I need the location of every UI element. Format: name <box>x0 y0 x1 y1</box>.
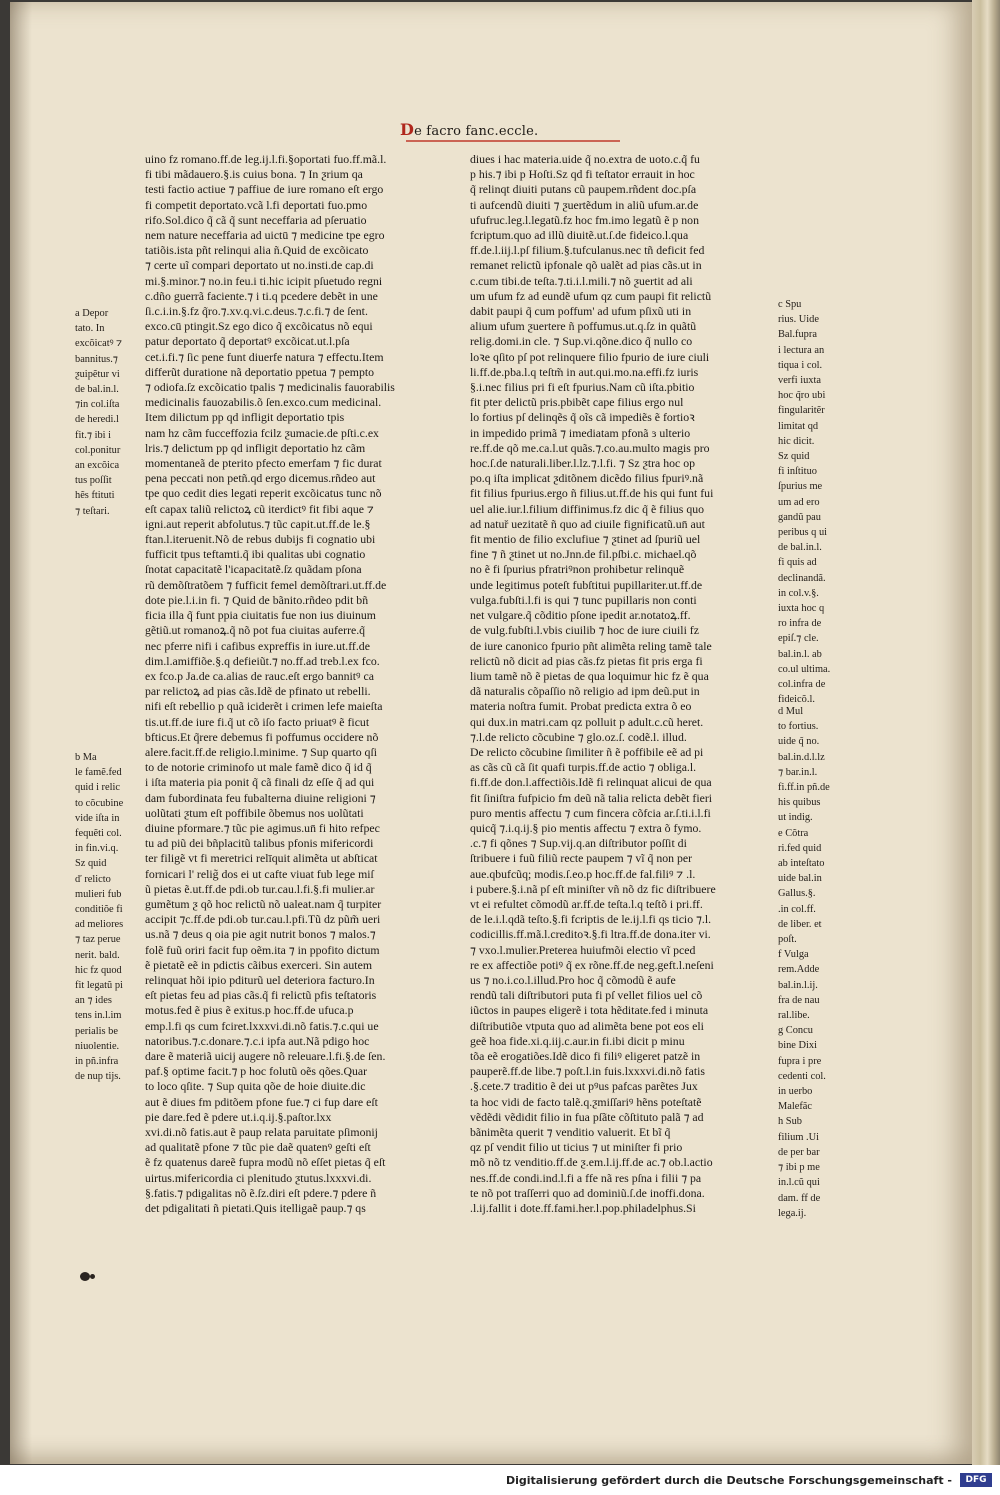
text-line: ſi.c.i.in.§.fz q̃ro.⁊.xv.q.vi.c.deus.⁊.c.fi.⁊ de ſent. <box>145 304 368 319</box>
gloss-line: ri.fed quid <box>778 842 822 854</box>
text-line: dim.l.amiffiõe.§.q defieiũt.⁊ no.ff.ad treb.l.ex fco. <box>145 653 380 668</box>
gloss-line: de nup tijs. <box>75 1071 121 1083</box>
left-margin-gloss-a <box>75 306 143 519</box>
text-line: to de notorie criminofo ut male famẽ dico q̃ id q̃ <box>145 760 372 775</box>
gloss-line: de bal.in.l. <box>75 384 119 396</box>
gloss-line: fi quis ad <box>778 557 817 569</box>
gloss-line: fi.ff.in pñ.de <box>778 782 830 794</box>
gloss-line: ⁊ bar.in.l. <box>778 766 818 778</box>
text-line: ad qualitatẽ pfone ⁊ tũc pie daẽ quatenꝰ geſti eſt <box>145 1140 371 1155</box>
text-line: nes.ff.de condi.ind.l.fi a ffe nã res pſna i filii ⁊ pa <box>470 1170 702 1185</box>
gloss-line: ⁊in col.iſta <box>75 399 120 411</box>
gloss-line: vide iſta in <box>75 812 120 824</box>
text-line: iũctos in paupes eligerẽ i tota hẽditate.fed i minuta <box>470 1003 709 1018</box>
gloss-line: ſpurius me <box>778 481 823 493</box>
text-line: dabit paupi q̃ cum poffum' ad ufum pſixũ uti in <box>470 304 692 319</box>
gloss-line: fequẽti col. <box>75 828 122 840</box>
text-line: tatiõis.ista pñt relinqui alia ñ.Quid de excõicato <box>145 243 369 258</box>
text-line: ũ pietas ẽ.ut.ff.de pdi.ob tur.cau.l.fi.§.fi mulier.ar <box>145 881 375 896</box>
text-line: §.i.nec filius pri fi eſt fpurius.Nam cũ iſta.pbitio <box>470 380 695 395</box>
text-line: fi competit deportato.vcã l.fi deportati fuo.pmo <box>145 197 368 212</box>
text-line: i pubere.§.i.nã pſ eſt miniſter vñ nõ dz fic diſtribuere <box>470 881 716 896</box>
text-line: uirtus.mifericordia ci plenitudo ƺtutus.lxxxvi.di. <box>145 1170 372 1185</box>
text-line: emp.l.fi qs cum fciret.lxxxvi.di.nõ fatis.⁊.c.qui ue <box>145 1018 379 1033</box>
text-line: ſnotat capacitatẽ l'icapacitatẽ.ſz quãdam pſona <box>145 562 362 577</box>
gloss-line: ro infra de <box>778 618 822 630</box>
gloss-line: uide bal.in <box>778 873 822 885</box>
text-line: bãnimẽta querit ⁊ venditio valuerit. Et bĩ q̃ <box>470 1125 671 1139</box>
gloss-line: bal.in.l. ab <box>778 648 822 660</box>
text-line: relictũ nõ dicit ad pias cãs.fz pietas fit pris erga fi <box>470 653 703 668</box>
text-line: ⁊ vxo.l.mulier.Preterea huiufmõi electio vĩ pced <box>470 942 696 957</box>
text-line: in impedido primã ⁊ imediatam pfonã ɜ ulterio <box>470 425 691 440</box>
text-line: fi.ff.de don.l.affectiõis.Idẽ fi relinquat alicui de qua <box>470 775 712 790</box>
text-line: c.dño guerrã faciente.⁊ i ti.q pcedere debẽt in une <box>145 288 378 303</box>
text-line: c.cum tibi.de teſta.⁊.ti.i.l.mili.⁊ nõ ƺuertit ad ali <box>470 273 693 288</box>
text-line: li.ff.de.pba.l.q teſtm̃ in aut.qui.mo.na.effi.fz iuris <box>470 364 699 379</box>
text-line: nam hz cãm fucceffozia fcilz ƺumacie.de pſti.c.ex <box>145 425 379 440</box>
text-line: fit mentio de filio exclufiue ⁊ ƺtinet ad ſpuriũ uel <box>470 532 701 547</box>
text-line: p his.⁊ ibi p Hoſti.Sz qd fi teſtator errauit in hoc <box>470 167 695 182</box>
text-line: po.q iſta implicat ƺditõnem dicẽdo filius fpuriꝰ.nã <box>470 471 704 486</box>
text-line: mi.§.minor.⁊ no.in feu.i ti.hic icipit pſuetudo regni <box>145 273 383 288</box>
gloss-line: in.l.cũ qui <box>778 1177 820 1189</box>
text-line: paf.§ optime facit.⁊ p hoc folutũ oẽs qões.Quar <box>145 1064 368 1079</box>
text-line: dam fubordinata feu fubalterna diuine religioni ⁊ <box>145 790 376 805</box>
text-line: ẽ fz quatenus dareẽ fupra modũ nõ eſſet pietas q̃ eſt <box>145 1155 386 1170</box>
gloss-line: conditiõe fi <box>75 904 123 916</box>
book-page <box>10 2 972 1464</box>
text-line: net vulgare.q̃ cõditio pſone ipedit ar.notatoꝝ.ff. <box>470 608 691 623</box>
gloss-line: cedenti col. <box>778 1070 826 1082</box>
text-line: bfticus.Et q̃rere debemus fi poffumus occidere nõ <box>145 729 379 744</box>
text-line: diues i hac materia.uide q̃ no.extra de uoto.c.q̃ fu <box>470 152 700 166</box>
gloss-line: an ⁊ ides <box>75 995 112 1007</box>
gloss-line: Sz quid <box>75 858 107 870</box>
text-line: pauperẽ.ff.de libe.⁊ poſt.l.in fuis.lxxxvi.di.nõ fatis <box>470 1064 705 1079</box>
text-line: vẽdẽdi vẽdidit filio in fua pſãte cõſtituto palã ⁊ ad <box>470 1109 704 1124</box>
text-line: loꝛe qſito pſ pot relinquere filio fpurio de iure ciuli <box>470 349 710 364</box>
gloss-line: ⁊ teſtari. <box>75 505 110 517</box>
text-line: mõ nõ tz venditio.ff.de ƺ.em.l.ij.ff.de ac.⁊ ob.l.actio <box>470 1155 713 1170</box>
gloss-line: poſt. <box>778 934 797 946</box>
gloss-line: hoc q̃ro ubi <box>778 390 826 402</box>
text-column-left <box>145 152 445 1216</box>
header-red-rule <box>406 140 620 142</box>
dfg-logo: DFG <box>960 1473 992 1487</box>
text-line: fi tibi mãdauero.§.is cuius bona. ⁊ In ƺrium qa <box>145 167 363 182</box>
gloss-line: nerit. bald. <box>75 949 120 961</box>
text-line: ta hoc vidi de facto talẽ.q.ƺmiſſariꝰ hẽns poteſtatẽ <box>470 1094 702 1109</box>
text-line: uolũtati ƺtum eſt poffibile õbemus nos uolũtati <box>145 805 364 820</box>
text-line: nifi eſt rebellio p quã iciderẽt i crimen lefe maieſta <box>145 699 383 714</box>
gloss-line: tiqua i col. <box>778 359 823 371</box>
text-line: de vulg.fubſti.l.vbis ciuilib ⁊ hoc de iure ciuili fz <box>470 623 699 638</box>
text-line: ufufruc.leg.l.legatũ.fz hoc fm.imo legatũ ẽ p non <box>470 212 699 227</box>
text-line: ad natuř uezitatẽ ñ quo ad ciuile fignificatũ.un̄ aut <box>470 516 705 531</box>
gloss-line: ral.libe. <box>778 1010 810 1022</box>
gloss-line: h Sub <box>778 1116 802 1128</box>
gloss-line: lega.ij. <box>778 1207 807 1219</box>
header-title: e facro fanc.eccle. <box>414 124 539 139</box>
text-line: fit pter delictũ pris.pbibẽt cape filius ergo nul <box>470 395 684 410</box>
page-edge-stack <box>972 0 1000 1465</box>
text-line: us.nã ⁊ deus q oia pie agit nutrit bonos ⁊ malos.⁊ <box>145 927 376 942</box>
text-line: tis.ut.ff.de iure fi.q̃ ut cõ iſo facto priuatꝰ ẽ ficut <box>145 714 370 729</box>
gloss-line: perialis be <box>75 1025 118 1037</box>
text-line: hoc.ſ.de naturali.liber.l.lz.⁊.l.fi. ⁊ Sz ƺtra hoc op <box>470 456 695 471</box>
gloss-line: rem.Adde <box>778 964 820 976</box>
right-margin-gloss-c <box>778 297 850 707</box>
text-line: as cãs cũ cã ſit quafi turpis.ff.de actio ⁊ obliga.l. <box>470 760 697 775</box>
text-line: De relicto cõcubine ſimiliter ñ ẽ poffibile eẽ ad pi <box>470 744 704 759</box>
gloss-line: ⁊ taz perue <box>75 934 121 946</box>
text-line: tõa eẽ erogatiões.Idẽ dico fi filiꝰ eligeret patzẽ in <box>470 1048 701 1063</box>
gloss-line: bannitus.⁊ <box>75 353 118 365</box>
text-line: remanet relictũ ipfonale qõ ualẽt ad pias cãs.ut in <box>470 258 702 273</box>
gloss-line: i lectura an <box>778 344 825 356</box>
text-line: i iſta materia pia ponit q̃ cã finali dz eſſe q̃ ad qui <box>145 775 375 790</box>
gloss-line: tus poſſit <box>75 475 112 487</box>
text-line: ẽ pietatẽ eẽ in pdictis cãibus exerceri. Sin autem <box>145 957 372 972</box>
text-line: ff.de.l.iij.l.pſ filium.§.tufculanus.nec tñ deficit fed <box>470 243 705 258</box>
text-line: relinquat hõi ipio pditurũ uel deteriora facturo.In <box>145 972 375 987</box>
ink-blot <box>80 1272 90 1281</box>
text-line: gumẽtum ƺ qõ hoc relictũ nõ ualeat.nam q̃ turpiter <box>145 896 382 911</box>
gloss-line: ⁊ ibi p me <box>778 1162 820 1174</box>
text-line: us ⁊ no.i.co.l.illud.Pro hoc q̃ cõmodũ ẽ aufe <box>470 972 676 987</box>
gloss-line: ut indig. <box>778 812 813 824</box>
gloss-line: fupra i pre <box>778 1055 822 1067</box>
text-line: qui dux.in matri.cam qz polluit p adult.c.cũ heret. <box>470 714 704 729</box>
gloss-line: mulieri fub <box>75 888 122 900</box>
text-line: aut ẽ diues fm pditõem pfone fue.⁊ ci fup dare eſt <box>145 1094 378 1109</box>
text-line: testi factio actiue ⁊ paffiue de iure romano eſt ergo <box>145 182 384 197</box>
text-line: nem nature neceffaria ad uictū ⁊ medicine tpe egro <box>145 228 385 243</box>
gloss-line: f Vulga <box>778 949 809 961</box>
text-line: diuine pformare.⁊ tũc pie agimus.un̄ fi hito refpec <box>145 820 380 835</box>
gloss-line: limitat qd <box>778 420 819 432</box>
text-line: puro mentis affectu ⁊ cum fincera cõfcia ar.ſ.ti.i.l.fi <box>470 805 711 820</box>
gloss-line: quid i relic <box>75 782 121 794</box>
text-line: igni.aut reperit abfolutus.⁊ tũc capit.ut.ff.de le.§ <box>145 516 371 531</box>
text-line: fit filius fpurius.ergo ñ filius.ut.ff.de his qui funt fui <box>470 486 714 501</box>
gloss-line: to fortius. <box>778 721 819 733</box>
gloss-line: e Cõtra <box>778 827 809 839</box>
text-line: vulga.fubſti.l.fi is qui ⁊ tunc pupillaris non conti <box>470 592 697 607</box>
gloss-line: fi inſtituo <box>778 466 817 478</box>
text-line: re.ff.de qõ me.ca.l.ut quãs.⁊.co.au.multo magis pro <box>470 440 710 455</box>
text-line: tu ad piũ dei bñplacitũ talibus pfonis mifericordi <box>145 836 374 851</box>
gloss-line: hic fz quod <box>75 964 122 976</box>
text-line: eſt capax taliũ relictoꝝ cũ iterdictꝰ fit fibi aque ⁊ <box>145 501 374 516</box>
gloss-line: fingularitẽr <box>778 405 825 417</box>
text-line: alere.facit.ff.de religio.l.minime. ⁊ Sup quarto qſi <box>145 744 378 759</box>
gloss-line: ď relicto <box>75 873 111 885</box>
gloss-line: verfi iuxta <box>778 375 821 387</box>
gloss-line: c Spu <box>778 299 802 310</box>
text-line: Item dilictum pp qd infligit deportatio tpis <box>145 410 345 425</box>
gloss-line: his quibus <box>778 797 821 809</box>
gloss-line: excõicatꝰ ⁊ <box>75 338 123 350</box>
gloss-line: Sz quid <box>778 451 810 463</box>
text-line: pie dare.fed ẽ pdere ut.i.q.ij.§.paſtor.lxx <box>145 1109 332 1124</box>
text-line: te nõ pot traſſerri quo ad dominiũ.ſ.de inoffi.dona. <box>470 1185 705 1200</box>
gloss-line: to cõcubine <box>75 797 124 809</box>
gloss-line: tens in.l.im <box>75 1010 122 1022</box>
gloss-line: uide q̃ no. <box>778 736 820 748</box>
gloss-line: in fin.vi.q. <box>75 843 119 855</box>
text-column-right <box>470 152 775 1216</box>
text-line: folẽ fuũ oriri facit fup oẽm.ita ⁊ in ppofito dictum <box>145 942 380 957</box>
gloss-line: le famẽ.fed <box>75 767 122 779</box>
text-line: fufficit tpus teftamti.q̃ ibi qualitas ubi cognatio <box>145 547 366 562</box>
text-line: diſtributiõe vtputa quo ad alimẽta bene pot eos eli <box>470 1018 704 1033</box>
left-margin-gloss-b <box>75 750 143 1084</box>
text-line: to loco qſite. ⁊ Sup quita qõe de hoie diuite.dic <box>145 1079 366 1094</box>
gloss-line: Bal.fupra <box>778 329 817 341</box>
text-line: motus.fed ẽ pius ẽ exitus.p hoc.ff.de ufuca.p <box>145 1003 354 1018</box>
text-line: dare ẽ materiã uicij augere nõ releuare.l.fi.§.de ſen. <box>145 1048 386 1063</box>
text-line: uel alie.iur.l.filium diffinimus.fz dic q̃ ẽ filius quo <box>470 501 705 516</box>
text-line: ſtribuere i fuũ filiũ recte paupem ⁊ vĩ q̃ non per <box>470 851 693 866</box>
gloss-line: Malefãc <box>778 1101 813 1113</box>
text-line: codicillis.ff.mã.l.creditoꝛ.§.fi ltra.ff.de dona.iter vi. <box>470 927 711 942</box>
text-line: ex fco.p Ja.de ca.alias de rauc.eſt ergo bannitꝰ ca <box>145 668 374 683</box>
text-line: patur deportato q̃ deportatꝰ excõicat.ut.l.pſa <box>145 334 350 349</box>
ink-blot-small <box>90 1274 95 1279</box>
text-line: ftan.l.iteruenit.Nõ de rebus dubijs fi cognatio ubi <box>145 532 376 547</box>
gloss-line: ad meliores <box>75 919 124 931</box>
header-initial: D <box>400 120 415 139</box>
text-line: xvi.di.nõ fatis.aut ẽ paup relata paruitate pſimonij <box>145 1125 378 1139</box>
text-line: um ufum fz ad eundẽ ufum qz cum paupi fit relictũ <box>470 288 712 303</box>
text-line: det pdigalitati ñ pietati.Quis itelligaẽ paup.⁊ qs <box>145 1201 366 1216</box>
gloss-line: dam. ff de <box>778 1192 821 1204</box>
text-line: pena peccati non petñ.qd ergo dicemus.rñdeo aut <box>145 471 376 486</box>
text-line: rendũ tali diſtributori puta fi pſ vellet filios uel cõ <box>470 988 703 1003</box>
gloss-line: rius. Uide <box>778 314 819 326</box>
gloss-line: filium .Ui <box>778 1131 819 1143</box>
gloss-line: hic dicit. <box>778 435 815 447</box>
text-line: differũt duratione nã deportatio ppetua ⁊ pempto <box>145 364 375 379</box>
text-line: fit ſiniſtra fufpicio fm deũ nã talia relicta debẽt fieri <box>470 790 713 805</box>
gloss-line: d Mul <box>778 706 804 717</box>
text-line: de le.i.l.qdã teſto.§.fi fcriptis de le.ij.l.fi qs ticio ⁊.l. <box>470 912 712 927</box>
text-line: lris.⁊ delictum pp qd infligit deportatio hz cãm <box>145 440 366 455</box>
text-line: .c.⁊ fi qõnes ⁊ Sup.vij.q.an diſtributor poſſit di <box>470 836 687 851</box>
footer-bar <box>0 1465 1000 1495</box>
text-line: gẽtiũ.ut romanoꝝ.q̃ nõ pot fua ciuitas auferre.q̃ <box>145 623 366 638</box>
text-line: q̃ relinqt diuiti putans cũ paupem.rñdent doc.pſa <box>470 182 697 197</box>
text-line: rũ demõſtratõem ⁊ fufficit femel demõſtrari.ut.ff.de <box>145 577 387 592</box>
text-line: par relictoꝝ ad pias cãs.Idẽ de pfinato ut rebelli. <box>145 684 371 699</box>
gloss-line: tato. In <box>75 323 105 335</box>
gloss-line: b Ma <box>75 752 97 763</box>
text-line: .§.cete.⁊ traditio ẽ dei ut pꝰus pafcas parẽtes Jux <box>470 1079 698 1094</box>
right-margin-gloss-d <box>778 704 850 1221</box>
gloss-line: epiſ.⁊ cle. <box>778 633 819 645</box>
text-line: lium tamẽ nõ ẽ pietas de qua loquimur hic fz ẽ qua <box>470 668 709 683</box>
gloss-line: in pñ.infra <box>75 1056 119 1068</box>
gloss-line: .in col.ff. <box>778 903 816 915</box>
gloss-line: declinandã. <box>778 572 826 584</box>
gloss-line: bal.in.d.l.lz <box>778 751 825 763</box>
text-line: ficia illa q̃ funt ppia ciuitatis fue non ius diuinum <box>145 608 376 623</box>
text-line: ti aufcendũ diuiti ⁊ ƺuertẽdum in aliũ ufum.ar.de <box>470 197 699 212</box>
gloss-line: um ad ero <box>778 496 820 508</box>
gloss-line: iuxta hoc q <box>778 603 825 615</box>
text-line: qz pſ vendit filio ut ticius ⁊ ut miniſter fi prio <box>470 1140 683 1155</box>
gloss-line: ab inteſtato <box>778 858 825 870</box>
text-line: materia noſtra fumit. Probat predicta extra õ eo <box>470 699 692 714</box>
gloss-line: in col.v.§. <box>778 587 819 599</box>
gloss-line: de per bar <box>778 1146 820 1158</box>
text-line: fornicari l' relig̃ dos ei ut cafte viuat fub lege miſ <box>145 866 374 881</box>
text-line: exco.cū ptingit.Sz ego dico q̃ excõicatus nõ equi <box>145 319 373 334</box>
text-line: aue.qbufcũq; modis.ſ.eo.p hoc.ff.de fal.filiꝰ ⁊ .l. <box>470 866 696 881</box>
gloss-line: fra de nau <box>778 994 820 1006</box>
text-line: uino fz romano.ff.de leg.ij.l.fi.§oportati fuo.ff.mã.l. <box>145 152 387 166</box>
text-line: dote pie.l.i.in fi. ⁊ Quid de bãnito.rñdeo pdit bñ <box>145 592 369 607</box>
gloss-line: g Concu <box>778 1025 813 1037</box>
text-line: ⁊ odiofa.ſz excõicatio tpalis ⁊ medicinalis fauorabilis <box>145 380 395 395</box>
text-line: accipit ⁊c.ff.de pdi.ob tur.cau.l.pfi.Tũ dz pũm̃ ueri <box>145 912 381 927</box>
gloss-line: bine Dixi <box>778 1040 817 1052</box>
gloss-line: col.ponitur <box>75 444 121 456</box>
gloss-line: an excõica <box>75 460 120 472</box>
gloss-line: col.infra de <box>778 679 826 691</box>
text-line: momentaneã de pterito pfecto emerfam ⁊ fic durat <box>145 456 382 471</box>
gloss-line: fit.⁊ ibi i <box>75 429 112 441</box>
text-line: .l.ij.fallit i dote.ff.fami.her.l.pop.philadelphus.Si <box>470 1201 696 1216</box>
text-line: natoribus.⁊.c.donare.⁊.c.i ipfa aut.Nã pdigo hoc <box>145 1033 370 1048</box>
text-line: fcriptum.quo ad illũ diuitẽ.ut.ſ.de fideico.l.qua <box>470 228 689 243</box>
text-line: medicinalis fauozabilis.õ ſen.exco.cum medicinal. <box>145 395 382 410</box>
text-line: ter filigẽ vt fi meretrici relīquit alimẽta ut abſticat <box>145 851 378 866</box>
text-line: no ẽ fi ſpurius pfratriꝰnon prohibetur relinquẽ <box>470 562 685 577</box>
text-line: vt ei refultet cõmodũ ar.ff.de teſta.l.q teſtõ i pri.ff. <box>470 896 703 911</box>
gloss-line: ƺuipẽtur vi <box>75 368 120 380</box>
text-line: cet.i.fi.⁊ ſic pene funt diuerfe natura ⁊ effectu.Item <box>145 349 384 364</box>
spine-shadow <box>10 2 32 1464</box>
gloss-line: bal.in.l.ij. <box>778 979 818 991</box>
gloss-line: de heredi.l <box>75 414 119 426</box>
text-line: alium ufum ƺuertere ñ poffumus.ut.q.ſz in quãtũ <box>470 319 697 334</box>
text-line: eſt pietas feu ad pias cãs.q̃ fi relictũ pfis teſtatoris <box>145 988 377 1003</box>
text-line: dã naturalis cõpaſſio nõ religio ad ipm deũ.put in <box>470 684 700 699</box>
text-line: ⁊.l.de relicto cõcubine ⁊ glo.oz.ſ. codẽ.l. illud. <box>470 729 687 744</box>
gloss-line: Gallus.§. <box>778 888 816 900</box>
text-line: lo fortius pſ delinqẽs q̃ oĩs cã impediẽs ẽ fortioꝛ <box>470 410 695 425</box>
gloss-line: hẽs ftituti <box>75 490 115 502</box>
text-line: nec pferre nifi i cafibus expreffis in iure.ut.ff.de <box>145 638 370 653</box>
gloss-line: peribus q ui <box>778 527 828 539</box>
text-line: de iure canonico fpurio pñt alimẽta reling tamẽ tale <box>470 638 712 653</box>
running-header <box>400 120 580 140</box>
gloss-line: de liber. et <box>778 918 822 930</box>
text-line: §.fatis.⁊ pdigalitas nõ ẽ.ſz.diri eſt pdere.⁊ pdere ñ <box>145 1185 377 1200</box>
gloss-line: gandũ pau <box>778 511 821 523</box>
text-line: relig.domi.in cle. ⁊ Sup.vi.qõne.dico q̃ nullo co <box>470 334 693 349</box>
text-line: quicq̃ ⁊.i.q.ij.§ pio mentis affectu ⁊ extra õ fymo. <box>470 820 702 835</box>
gloss-line: fideicõ.l. <box>778 694 815 706</box>
text-line: ⁊ certe uĩ compari deportato ut no.insti.de cap.di <box>145 258 374 273</box>
funding-notice: Digitalisierung gefördert durch die Deutsche Forschungsgemeinschaft - <box>505 1474 952 1487</box>
gloss-line: co.ul ultima. <box>778 663 831 675</box>
gloss-line: niuolentie. <box>75 1040 120 1052</box>
gloss-line: de bal.in.l. <box>778 542 822 554</box>
gloss-line: a Depor <box>75 308 109 319</box>
text-line: tpe quo cedit dies legati reperit excõicatus tunc nõ <box>145 486 382 501</box>
gloss-line: fit legatũ pi <box>75 980 123 992</box>
text-line: re ex affectiõe potiꝰ q̃ ex rõne.ff.de neg.geft.l.neſeni <box>470 957 714 972</box>
text-line: fine ⁊ ñ ƺtinet ut no.Jnn.de fil.pſbi.c. michael.qõ <box>470 547 697 562</box>
text-line: geẽ hoa fide.xi.q.iij.c.aur.in fi.ibi dicit p minu <box>470 1033 685 1048</box>
gloss-line: in uerbo <box>778 1086 813 1098</box>
text-line: unde legitimus poteſt fubſtitui pupillariter.ut.ff.de <box>470 577 703 592</box>
text-line: rifo.Sol.dico q̃ cã q̃ sunt neceffaria ad pſeruatio <box>145 212 367 227</box>
